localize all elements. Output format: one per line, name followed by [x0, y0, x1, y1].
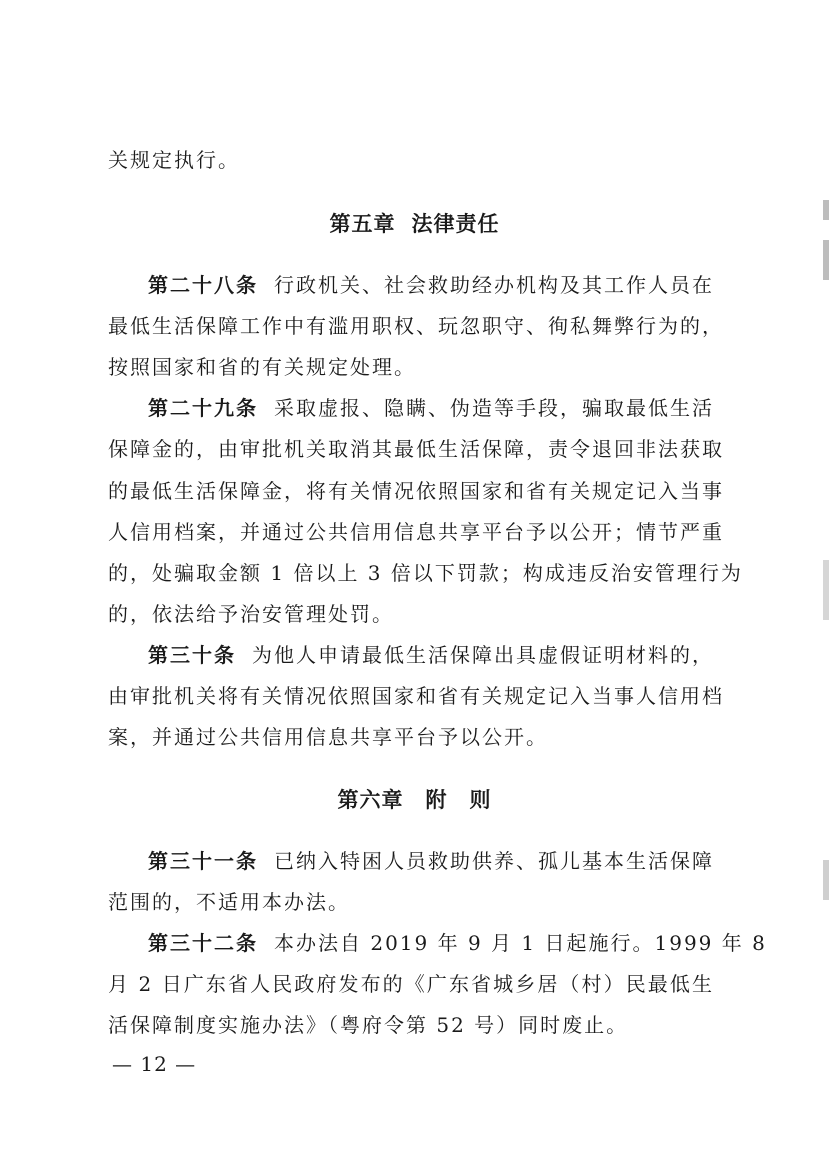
article-30-line: [148, 643, 714, 667]
text-line: 保障金的，由审批机关取消其最低生活保障，责令退回非法获取: [108, 437, 724, 461]
text-line: 关规定执行。: [108, 148, 240, 172]
scan-edge-mark: [823, 560, 829, 620]
article-text: 采取虚报、隐瞒、伪造等手段，骗取最低生活: [274, 396, 714, 420]
article-28-line: [148, 273, 714, 297]
chapter-six-heading: [0, 787, 829, 813]
article-31-line: [148, 849, 714, 873]
text-line: 人信用档案，并通过公共信用信息共享平台予以公开；情节严重: [108, 520, 724, 544]
article-number: 第二十九条: [148, 396, 258, 420]
chapter-title-part: 则: [469, 787, 492, 812]
scan-edge-mark: [823, 240, 829, 280]
chapter-five-heading: [0, 211, 829, 237]
text-line: 按照国家和省的有关规定处理。: [108, 355, 416, 379]
article-text: 行政机关、社会救助经办机构及其工作人员在: [274, 273, 714, 297]
article-number: 第三十二条: [148, 931, 258, 955]
article-number: 第二十八条: [148, 273, 258, 297]
text-line: 由审批机关将有关情况依照国家和省有关规定记入当事人信用档: [108, 684, 724, 708]
article-32-line: [148, 931, 767, 955]
article-29-line: [148, 396, 714, 420]
chapter-title: 法律责任: [411, 211, 500, 236]
text-line: 月 2 日广东省人民政府发布的《广东省城乡居（村）民最低生: [108, 972, 714, 996]
text-line: 最低生活保障工作中有滥用职权、玩忽职守、徇私舞弊行为的，: [108, 314, 724, 338]
article-text: 本办法自 2019 年 9 月 1 日起施行。1999 年 8: [274, 931, 767, 955]
text-line: 的，依法给予治安管理处罚。: [108, 602, 394, 626]
text-line: 活保障制度实施办法》（粤府令第 52 号）同时废止。: [108, 1013, 629, 1037]
article-text: 已纳入特困人员救助供养、孤儿基本生活保障: [274, 849, 714, 873]
chapter-number: 第五章: [329, 211, 396, 236]
scan-edge-mark: [823, 200, 829, 220]
text-line: 案，并通过公共信用信息共享平台予以公开。: [108, 725, 548, 749]
chapter-number: 第六章: [337, 787, 404, 812]
article-number: 第三十条: [148, 643, 236, 667]
scan-edge-mark: [823, 860, 829, 900]
text-line: 范围的，不适用本办法。: [108, 890, 350, 914]
page-number: — 12 —: [112, 1052, 197, 1076]
article-number: 第三十一条: [148, 849, 258, 873]
text-line: 的，处骗取金额 1 倍以上 3 倍以下罚款；构成违反治安管理行为: [108, 561, 743, 585]
text-line: 的最低生活保障金，将有关情况依照国家和省有关规定记入当事: [108, 479, 724, 503]
chapter-title-part: 附: [425, 787, 448, 812]
article-text: 为他人申请最低生活保障出具虚假证明材料的，: [252, 643, 714, 667]
